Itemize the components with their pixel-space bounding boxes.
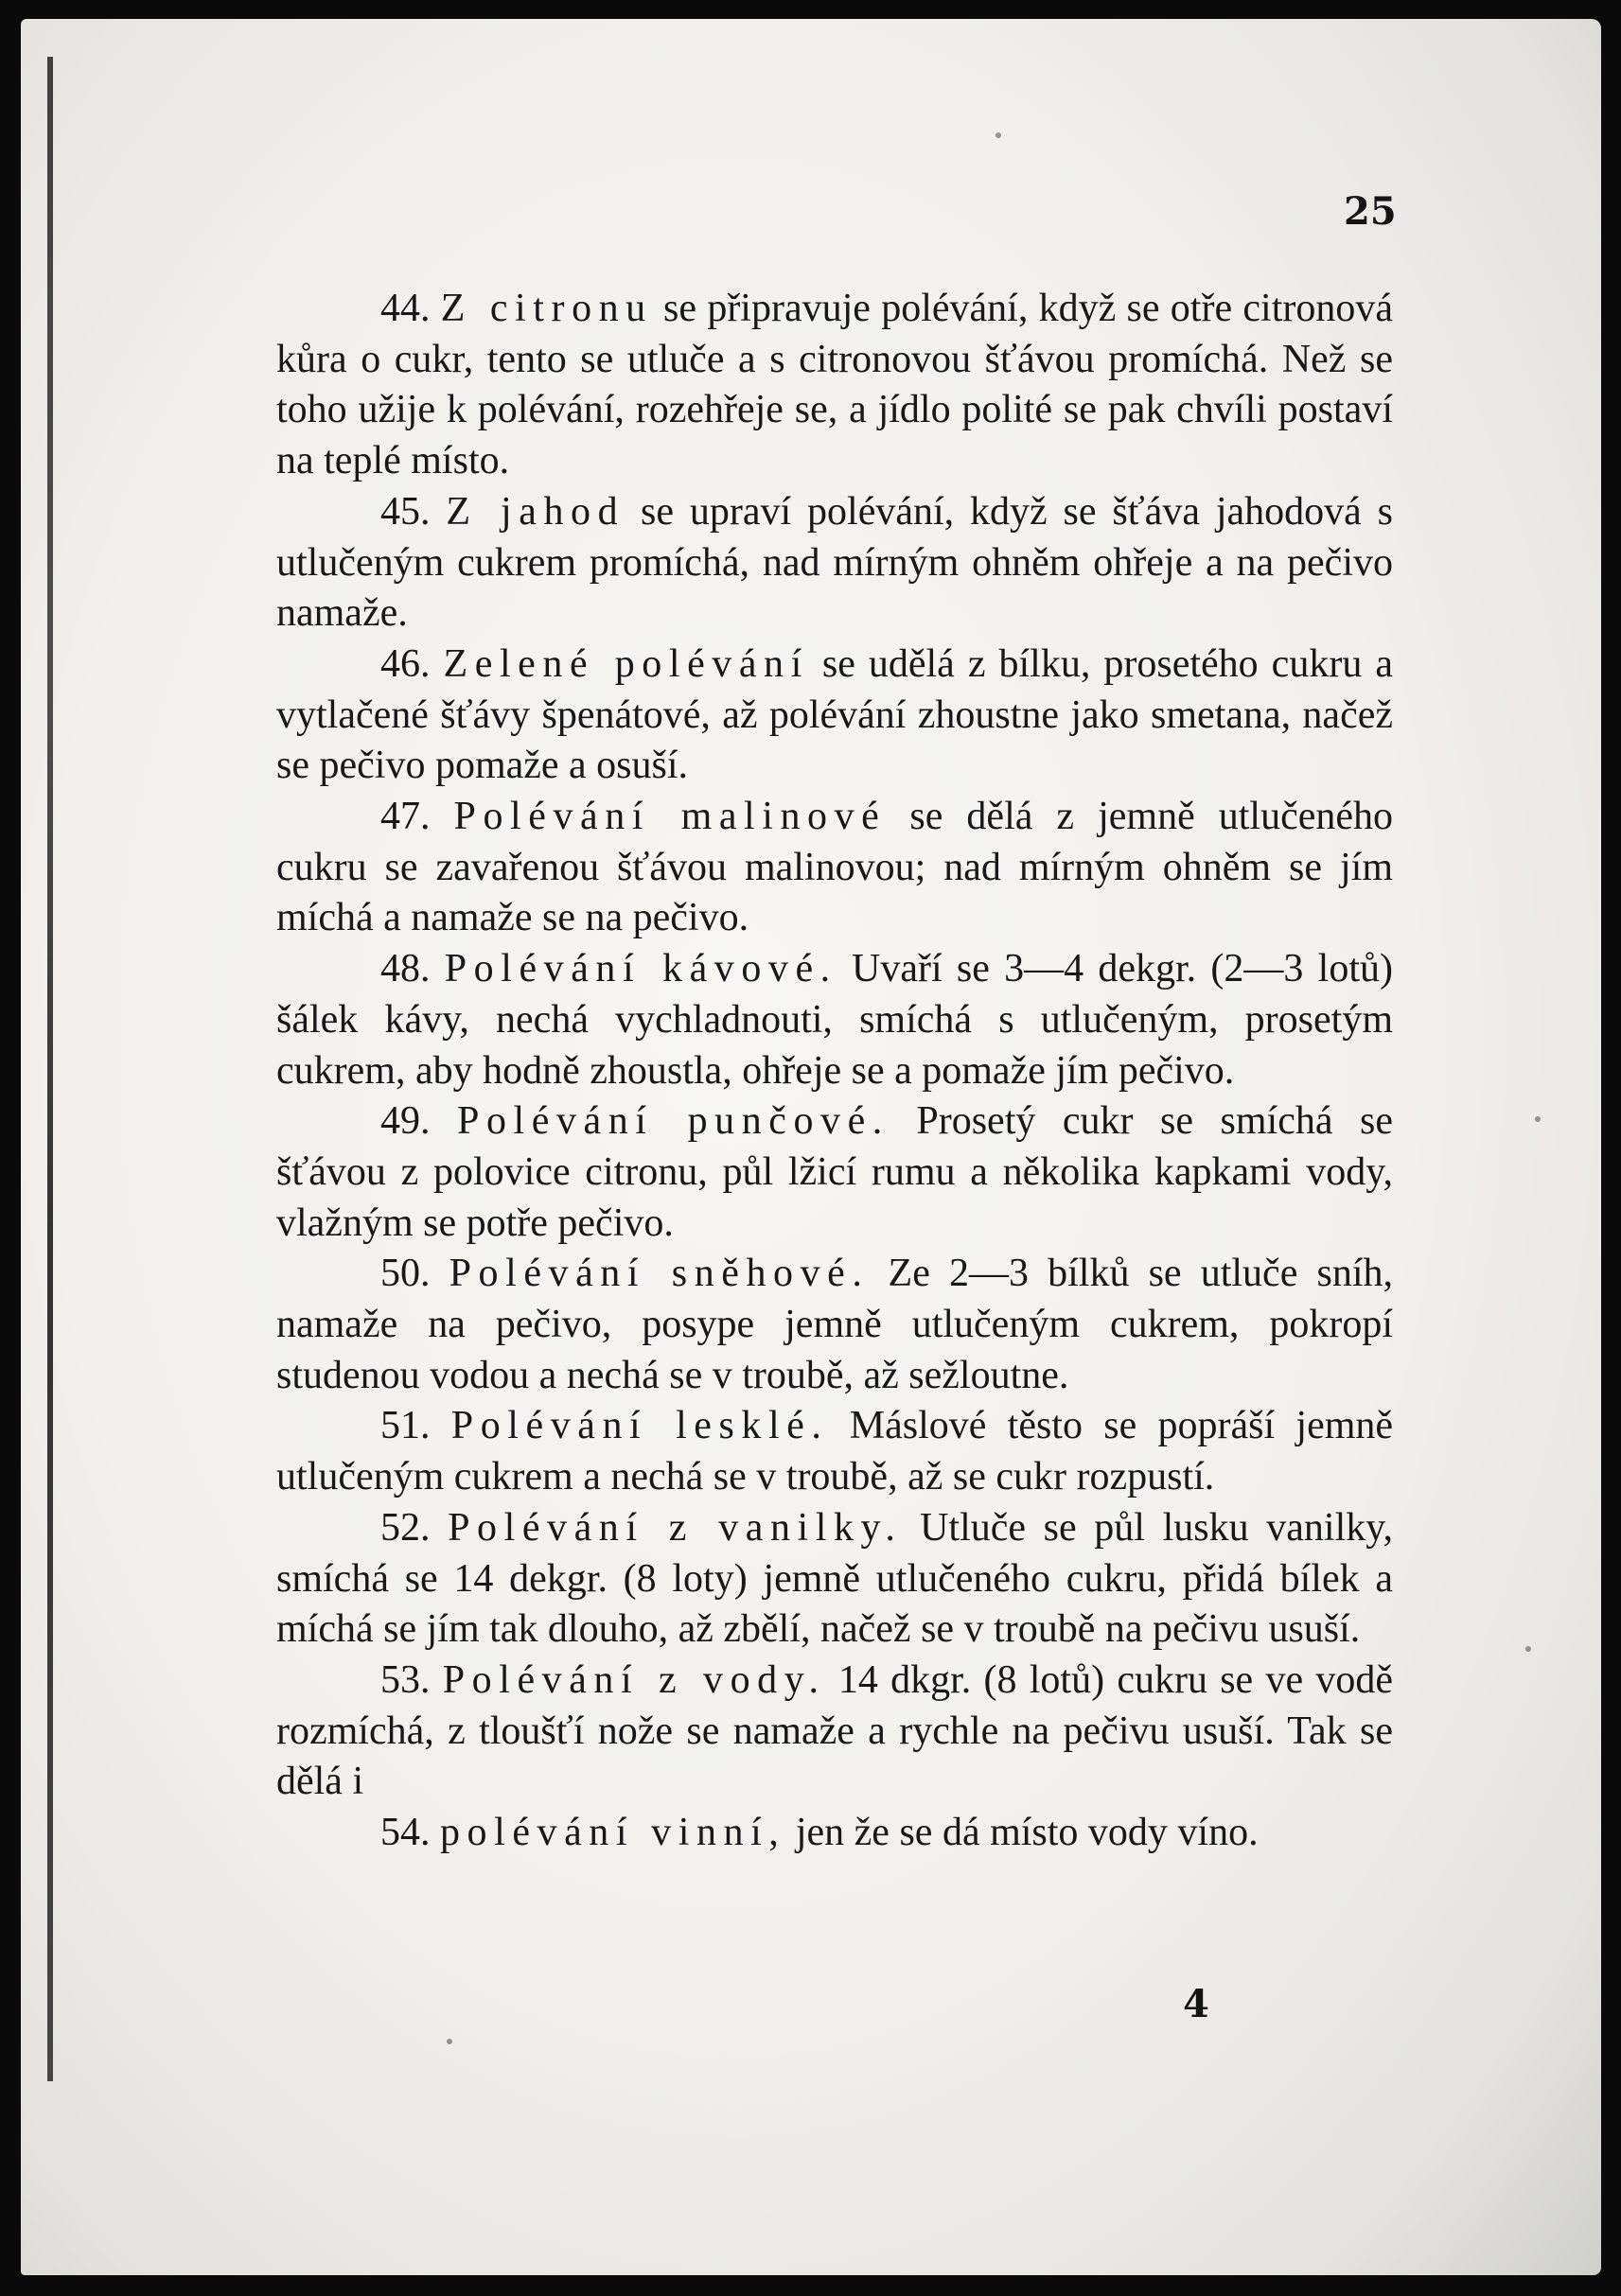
recipe-body: se udělá z bílku, prosetého cukru a vytlačené šťávy špenátové, až polévání zhoustne jako smetana, načež se pečivo pomaže a osuší. (276, 641, 1393, 788)
recipe-paragraph (276, 792, 1393, 944)
recipe-body: se dělá z jemně utlučeného cukru se zavařenou šťávou malinovou; nad mírným ohněm se jím míchá a namaže se na pečivo. (276, 795, 1394, 940)
recipe-number: 51. (380, 1404, 431, 1448)
binding-edge (47, 57, 53, 2081)
recipe-paragraph (276, 944, 1393, 1096)
recipe-paragraph (276, 1503, 1393, 1656)
recipe-body: Prosetý cukr se smíchá se šťávou z polovice citronu, půl lžicí rumu a několika kapkami vody, vlažným se potře pečivo. (276, 1099, 1393, 1245)
recipe-number: 45. (380, 489, 431, 534)
recipe-paragraph (276, 487, 1393, 640)
signature-mark: 4 (1183, 1982, 1209, 2026)
recipe-body: Ze 2—3 bílků se utluče sníh, namaže na pečivo, posype jemně utlučeným cukrem, pokropí studenou vodou a nechá se v troubě, až sežloutne. (276, 1252, 1393, 1397)
recipe-title: Z jahod (446, 489, 625, 534)
recipe-number: 47. (380, 795, 431, 839)
recipe-body: Uvaří se 3—4 dekgr. (2—3 lotů) šálek kávy, nechá vychladnouti, smíchá s utlučeným, prosetým cukrem, aby hodně zhoustla, ohřeje se a pomaže jím pečivo. (276, 947, 1393, 1093)
recipe-paragraph (276, 640, 1393, 792)
paper-speck (447, 2039, 452, 2044)
recipe-body: jen že se dá místo vody víno. (785, 1811, 1259, 1855)
recipe-paragraph (276, 1249, 1393, 1401)
recipe-number: 54. (380, 1811, 431, 1855)
recipe-text-block (276, 284, 1393, 1859)
recipe-paragraph (276, 1808, 1393, 1859)
paper-speck (1525, 1646, 1531, 1652)
recipe-title: Polévání sněhové. (449, 1252, 870, 1296)
paper-speck (1535, 1116, 1541, 1122)
recipe-body: 14 dkgr. (8 lotů) cukru se ve vodě rozmíchá, z tloušťí nože se namaže a rychle na pečivu usuší. Tak se dělá i (276, 1657, 1393, 1804)
recipe-paragraph (276, 1401, 1393, 1502)
recipe-title: Polévání z vody. (442, 1657, 826, 1702)
recipe-number: 46. (380, 641, 431, 686)
recipe-number: 53. (380, 1657, 431, 1702)
recipe-title: Polévání kávové. (444, 947, 837, 991)
recipe-paragraph (276, 1096, 1393, 1249)
recipe-number: 44. (380, 287, 431, 330)
recipe-title: Polévání z vanilky. (448, 1505, 903, 1550)
recipe-paragraph (276, 1656, 1393, 1808)
recipe-number: 49. (380, 1099, 431, 1144)
recipe-title: Polévání malinové (453, 795, 887, 839)
page-number: 25 (1344, 189, 1397, 234)
recipe-number: 48. (380, 947, 431, 991)
recipe-body: Máslové těsto se popráší jemně utlučeným cukrem a nechá se v troubě, až se cukr rozpustí. (276, 1404, 1394, 1499)
paper-speck (996, 132, 1001, 138)
recipe-title: Polévání punčové. (457, 1099, 890, 1144)
recipe-title: polévání vinní, (440, 1811, 786, 1855)
recipe-number: 52. (380, 1505, 431, 1550)
recipe-body: Utluče se půl lusku vanilky, smíchá se 14 dekgr. (8 loty) jemně utlučeného cukru, přidá bílek a míchá se jím tak dlouho, až zbělí, načež se v troubě na pečivu usuší. (276, 1505, 1394, 1652)
recipe-number: 50. (380, 1252, 431, 1296)
recipe-body: se připravuje polévání, když se otře citronová kůra o cukr, tento se utluče a s citronovou šťávou promíchá. Než se toho užije k polévání, rozehřeje se, a jídlo polité se pak chvíli postaví na teplé místo. (276, 287, 1394, 483)
recipe-paragraph (276, 284, 1393, 487)
recipe-title: Zelené polévání (443, 641, 809, 686)
recipe-title: Z citronu (440, 287, 653, 330)
recipe-title: Polévání lesklé. (450, 1404, 829, 1448)
recipe-body: se upraví polévání, když se šťáva jahodová s utlučeným cukrem promíchá, nad mírným ohněm ohřeje a na pečivo namaže. (276, 489, 1394, 636)
